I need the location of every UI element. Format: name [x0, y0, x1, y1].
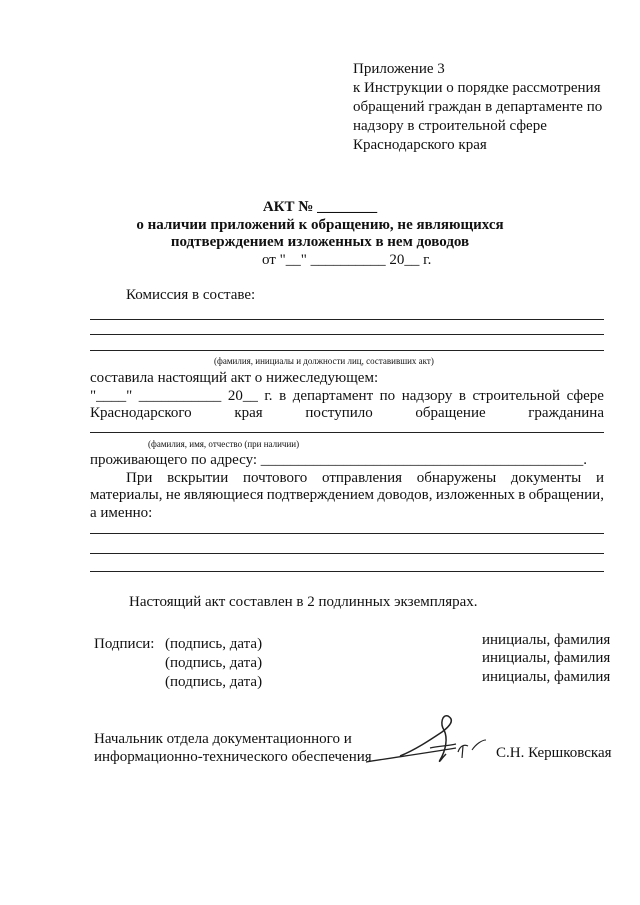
word: изложенных — [435, 487, 515, 503]
word: обнаружены — [416, 470, 497, 486]
signature-placeholder: (подпись, дата) — [165, 674, 263, 690]
fill-line — [90, 319, 604, 320]
signature-placeholder: (подпись, дата) — [165, 655, 263, 671]
word: департамент — [292, 388, 374, 404]
appendix-line: обращений граждан в департаменте по — [353, 99, 603, 115]
citizen-hint: (фамилия, имя, отчество (при наличии) — [148, 439, 300, 449]
appendix-line: к Инструкции о порядке рассмотрения — [353, 80, 601, 96]
handwritten-signature — [360, 710, 495, 770]
justified-p1 — [126, 470, 604, 487]
appendix-block — [353, 60, 602, 155]
justified-line-a — [90, 388, 604, 405]
initials-placeholder: инициалы, фамилия — [482, 650, 611, 666]
commission-hint: (фамилия, инициалы и должности лиц, составивших акт) — [214, 356, 434, 366]
head-position-line2: информационно-технического обеспечения — [94, 749, 372, 765]
appendix-line: Приложение 3 — [353, 61, 445, 77]
fill-line — [90, 553, 604, 554]
initials-placeholder: инициалы, фамилия — [482, 669, 611, 685]
appendix-line: надзору в строительной сфере — [353, 118, 547, 134]
copies-text: Настоящий акт составлен в 2 подлинных экземплярах. — [129, 594, 478, 610]
word: по — [379, 388, 396, 404]
act-subtitle-line1: о наличии приложений к обращению, не являющихся — [136, 217, 504, 233]
head-name: С.Н. Кершковская — [496, 745, 612, 761]
word: обращение — [415, 405, 486, 421]
word: и — [595, 470, 604, 486]
word: "____" — [90, 388, 133, 404]
fill-line — [90, 533, 604, 534]
word: отправления — [322, 470, 403, 486]
word: в — [458, 388, 466, 404]
word: доводов, — [377, 487, 433, 503]
word: Краснодарского — [90, 405, 192, 421]
word: в — [518, 487, 526, 503]
word: поступило — [305, 405, 373, 421]
word: гражданина — [528, 405, 604, 421]
head-position-line1: Начальник отдела документационного и — [94, 731, 352, 747]
address-line: проживающего по адресу: ___________________________________________. — [90, 452, 588, 468]
initials-placeholder: инициалы, фамилия — [482, 632, 611, 648]
word: почтового — [242, 470, 308, 486]
word: подтверждением — [266, 487, 375, 503]
word: документы — [510, 470, 582, 486]
act-date: от "__" __________ 20__ г. — [262, 252, 432, 268]
word: края — [234, 405, 263, 421]
word: При — [126, 470, 153, 486]
fill-line — [90, 432, 604, 433]
word: г. — [264, 388, 273, 404]
act-title: АКТ № ________ — [262, 199, 378, 215]
word: надзору — [401, 388, 453, 404]
word: являющиеся — [183, 487, 264, 503]
justified-p2 — [90, 487, 604, 504]
justified-line-b — [90, 405, 604, 422]
word: вскрытии — [167, 470, 229, 486]
word: строительной — [472, 388, 561, 404]
word: в — [279, 388, 287, 404]
fill-line — [90, 350, 604, 351]
fill-line — [90, 334, 604, 335]
word: сфере — [566, 388, 604, 404]
namely-text: а именно: — [90, 505, 153, 521]
compiled-text: составила настоящий акт о нижеследующем: — [90, 370, 379, 386]
word: 20__ — [227, 388, 258, 404]
word: материалы, — [90, 487, 163, 503]
word: ___________ — [138, 388, 222, 404]
signature-placeholder: (подпись, дата) — [165, 636, 263, 652]
word: не — [165, 487, 181, 503]
word: обращении, — [528, 487, 604, 503]
fill-line — [90, 571, 604, 572]
commission-label: Комиссия в составе: — [126, 287, 256, 303]
appendix-line: Краснодарского края — [353, 137, 487, 153]
act-subtitle-line2: подтверждением изложенных в нем доводов — [170, 234, 470, 250]
signatures-label: Подписи: — [94, 636, 155, 652]
